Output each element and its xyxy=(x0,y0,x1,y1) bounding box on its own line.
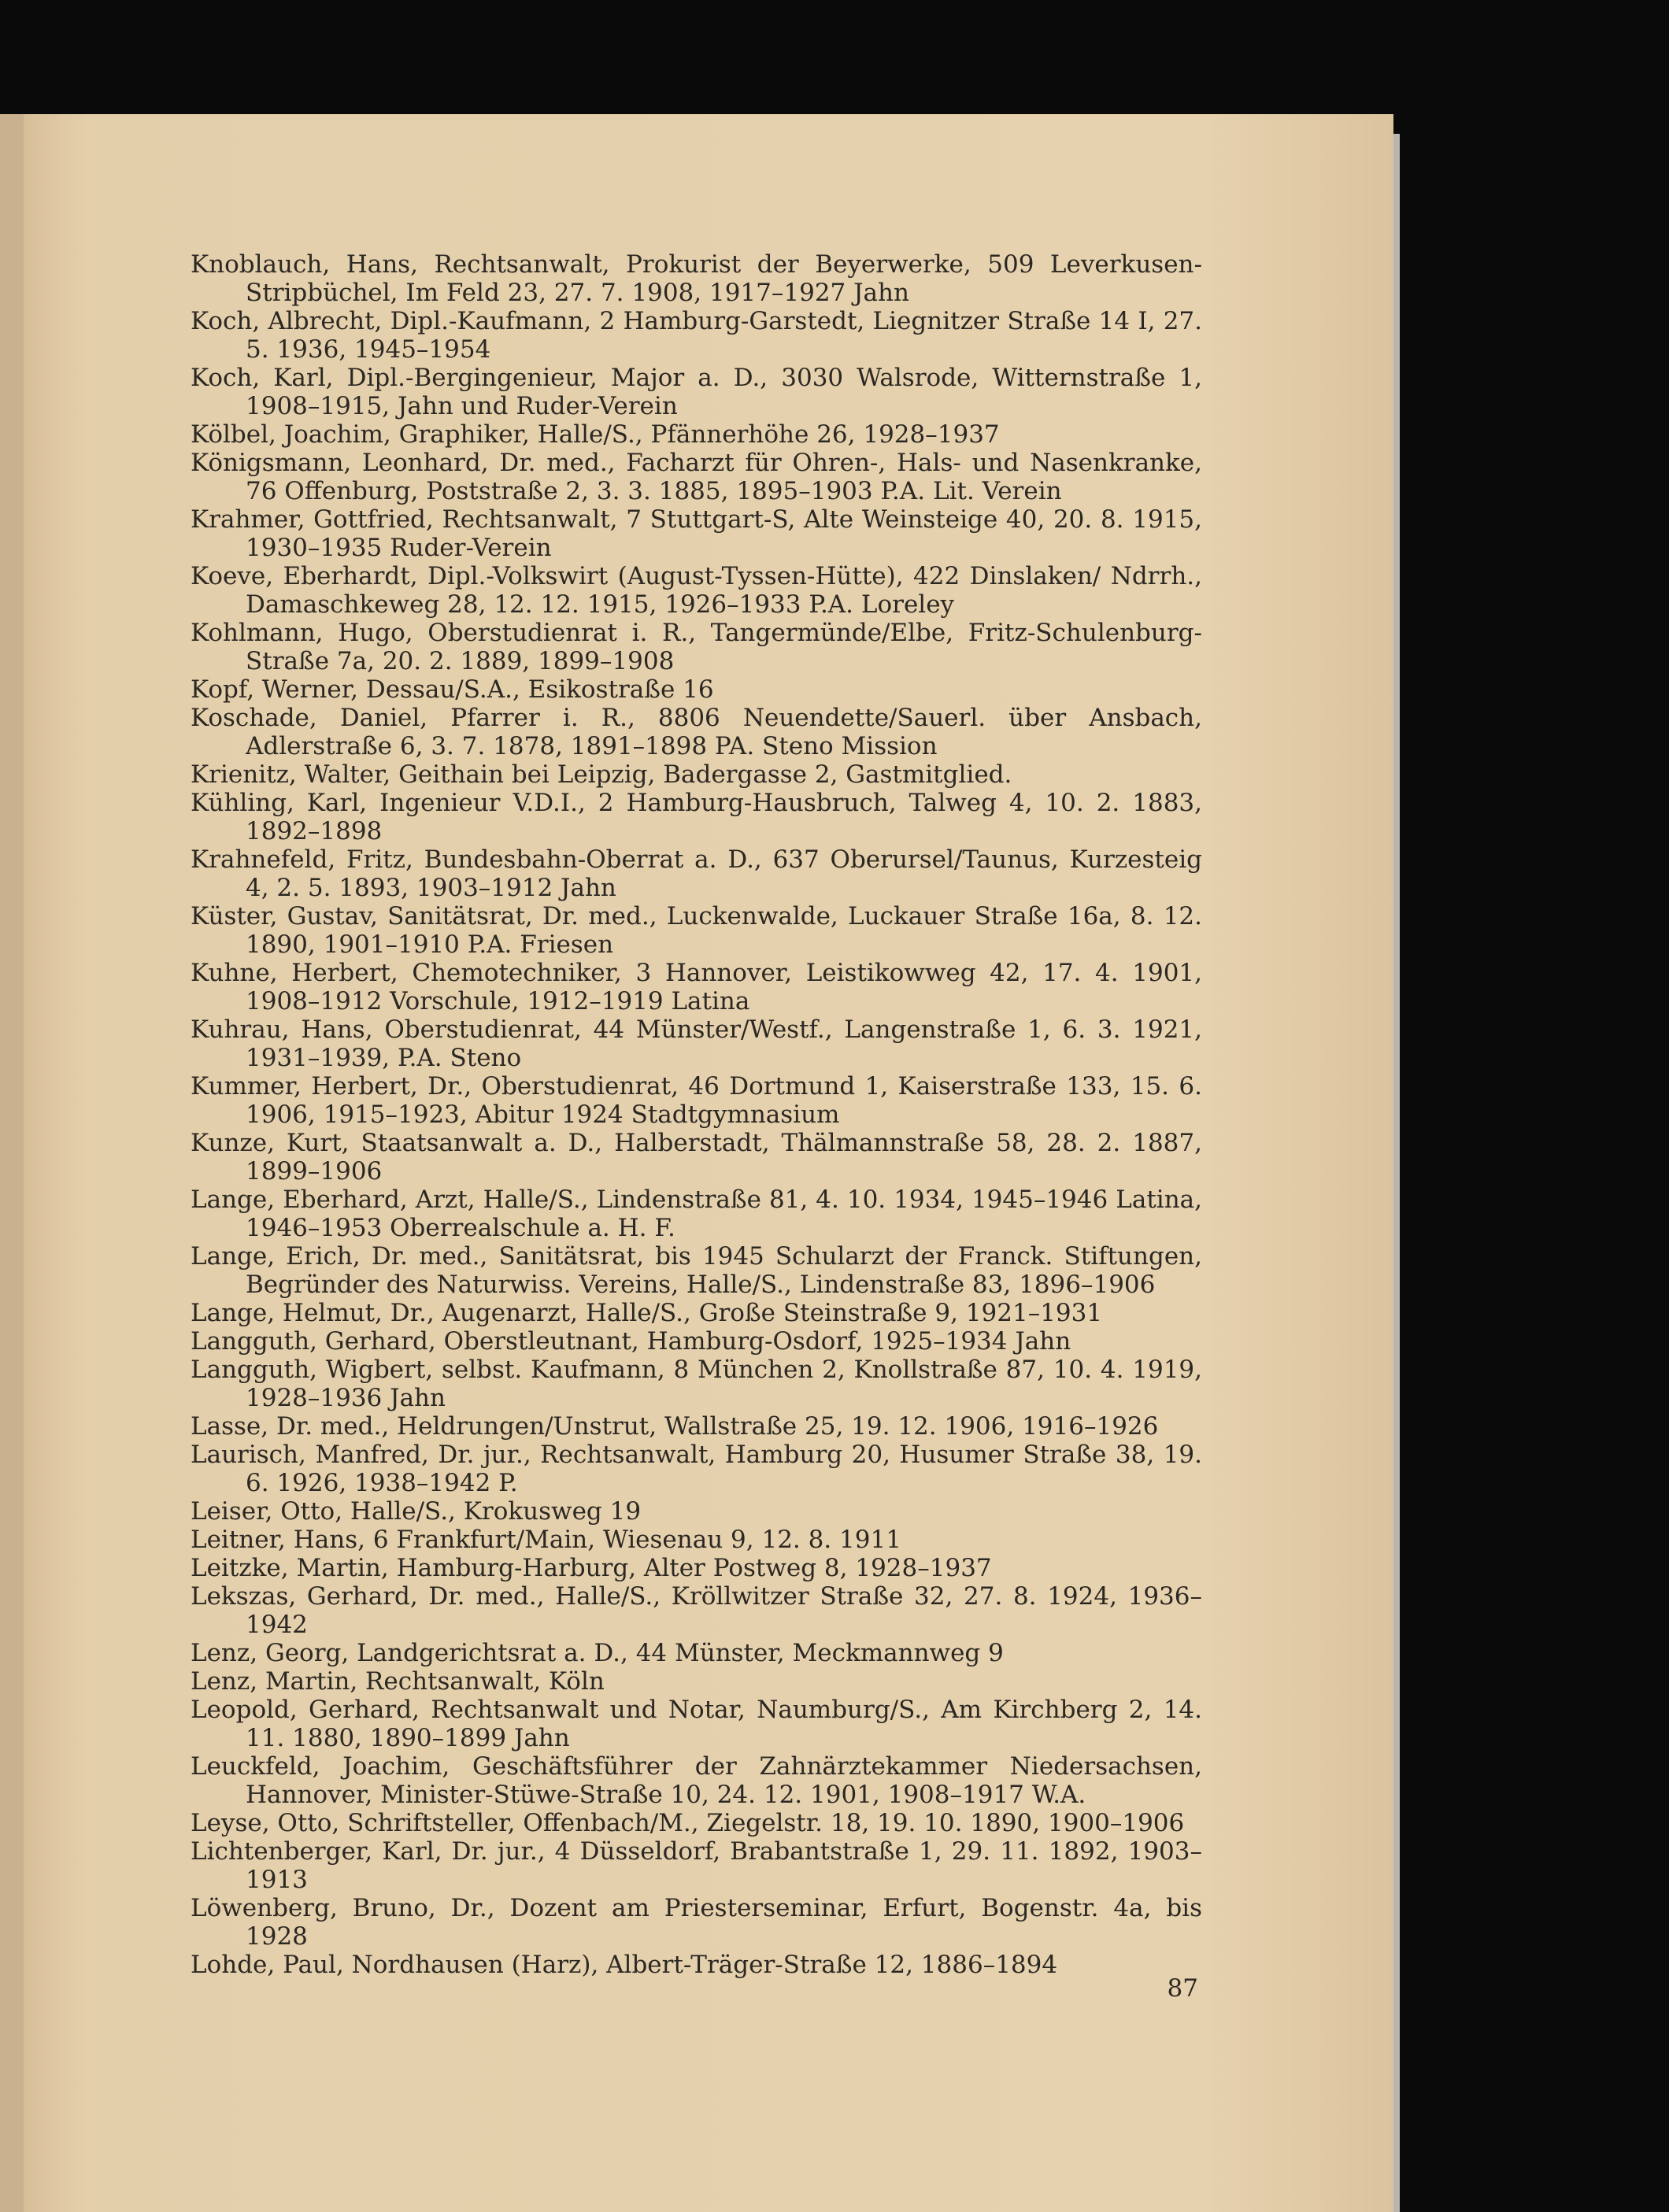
directory-entry: Kühling, Karl, Ingenieur V.D.I., 2 Hamburg-Hausbruch, Talweg 4, 10. 2. 1883, 1892–1898 xyxy=(191,789,1202,845)
directory-entry: Leuckfeld, Joachim, Geschäftsführer der Zahnärztekammer Niedersachsen, Hannover, Minister-Stüwe-Straße 10, 24. 12. 1901, 1908–1917 W.A. xyxy=(191,1752,1202,1809)
directory-entry: Langguth, Wigbert, selbst. Kaufmann, 8 München 2, Knollstraße 87, 10. 4. 1919, 1928–1936 Jahn xyxy=(191,1356,1202,1412)
page-number: 87 xyxy=(1167,1974,1198,2003)
directory-entry: Koch, Karl, Dipl.-Bergingenieur, Major a. D., 3030 Walsrode, Witternstraße 1, 1908–1915, Jahn und Ruder-Verein xyxy=(191,364,1202,420)
directory-entry: Leopold, Gerhard, Rechtsanwalt und Notar, Naumburg/S., Am Kirchberg 2, 14. 11. 1880, 1890–1899 Jahn xyxy=(191,1696,1202,1752)
directory-entry: Knoblauch, Hans, Rechtsanwalt, Prokurist der Beyerwerke, 509 Leverkusen-Stripbüchel, Im Feld 23, 27. 7. 1908, 1917–1927 Jahn xyxy=(191,250,1202,307)
directory-entry: Lange, Eberhard, Arzt, Halle/S., Lindenstraße 81, 4. 10. 1934, 1945–1946 Latina, 1946–1953 Oberrealschule a. H. F. xyxy=(191,1186,1202,1242)
member-directory-list xyxy=(191,250,1202,1979)
directory-entry: Krahnefeld, Fritz, Bundesbahn-Oberrat a. D., 637 Oberursel/Taunus, Kurzesteig 4, 2. 5. 1893, 1903–1912 Jahn xyxy=(191,845,1202,902)
directory-entry: Koch, Albrecht, Dipl.-Kaufmann, 2 Hamburg-Garstedt, Liegnitzer Straße 14 I, 27. 5. 1936, 1945–1954 xyxy=(191,307,1202,364)
directory-entry: Kuhne, Herbert, Chemotechniker, 3 Hannover, Leistikowweg 42, 17. 4. 1901, 1908–1912 Vorschule, 1912–1919 Latina xyxy=(191,959,1202,1015)
directory-entry: Koeve, Eberhardt, Dipl.-Volkswirt (August-Tyssen-Hütte), 422 Dinslaken/ Ndrrh., Damaschkeweg 28, 12. 12. 1915, 1926–1933 P.A. Loreley xyxy=(191,562,1202,619)
directory-entry: Leyse, Otto, Schriftsteller, Offenbach/M., Ziegelstr. 18, 19. 10. 1890, 1900–1906 xyxy=(191,1809,1185,1837)
directory-entry: Lenz, Martin, Rechtsanwalt, Köln xyxy=(191,1667,605,1696)
directory-entry: Koschade, Daniel, Pfarrer i. R., 8806 Neuendette/Sauerl. über Ansbach, Adlerstraße 6, 3. 7. 1878, 1891–1898 PA. Steno Mission xyxy=(191,704,1202,760)
directory-entry: Kopf, Werner, Dessau/S.A., Esikostraße 16 xyxy=(191,675,714,704)
page-edge xyxy=(1393,134,1400,2212)
directory-entry: Laurisch, Manfred, Dr. jur., Rechtsanwalt, Hamburg 20, Husumer Straße 38, 19. 6. 1926, 1938–1942 P. xyxy=(191,1441,1202,1497)
directory-entry: Küster, Gustav, Sanitätsrat, Dr. med., Luckenwalde, Luckauer Straße 16a, 8. 12. 1890, 1901–1910 P.A. Friesen xyxy=(191,902,1202,959)
directory-entry: Krahmer, Gottfried, Rechtsanwalt, 7 Stuttgart-S, Alte Weinsteige 40, 20. 8. 1915, 1930–1935 Ruder-Verein xyxy=(191,505,1202,562)
directory-entry: Lenz, Georg, Landgerichtsrat a. D., 44 Münster, Meckmannweg 9 xyxy=(191,1639,1004,1667)
directory-entry: Lichtenberger, Karl, Dr. jur., 4 Düsseldorf, Brabantstraße 1, 29. 11. 1892, 1903–1913 xyxy=(191,1837,1202,1894)
directory-entry: Lasse, Dr. med., Heldrungen/Unstrut, Wallstraße 25, 19. 12. 1906, 1916–1926 xyxy=(191,1412,1159,1441)
directory-entry: Langguth, Gerhard, Oberstleutnant, Hamburg-Osdorf, 1925–1934 Jahn xyxy=(191,1327,1071,1356)
directory-entry: Leitzke, Martin, Hamburg-Harburg, Alter Postweg 8, 1928–1937 xyxy=(191,1554,992,1582)
directory-entry: Königsmann, Leonhard, Dr. med., Facharzt für Ohren-, Hals- und Nasenkranke, 76 Offenburg, Poststraße 2, 3. 3. 1885, 1895–1903 P.A. Lit. Verein xyxy=(191,449,1202,505)
directory-entry: Lekszas, Gerhard, Dr. med., Halle/S., Kröllwitzer Straße 32, 27. 8. 1924, 1936–1942 xyxy=(191,1582,1202,1639)
directory-entry: Leiser, Otto, Halle/S., Krokusweg 19 xyxy=(191,1497,642,1526)
directory-entry: Lohde, Paul, Nordhausen (Harz), Albert-Träger-Straße 12, 1886–1894 xyxy=(191,1951,1058,1979)
directory-entry: Kummer, Herbert, Dr., Oberstudienrat, 46 Dortmund 1, Kaiserstraße 133, 15. 6. 1906, 1915–1923, Abitur 1924 Stadtgymnasium xyxy=(191,1072,1202,1129)
directory-entry: Lange, Erich, Dr. med., Sanitätsrat, bis 1945 Schularzt der Franck. Stiftungen, Begründer des Naturwiss. Vereins, Halle/S., Lindenstraße 83, 1896–1906 xyxy=(191,1242,1202,1299)
book-spine-left-page-edge xyxy=(0,114,24,2212)
directory-entry: Kohlmann, Hugo, Oberstudienrat i. R., Tangermünde/Elbe, Fritz-Schulenburg-Straße 7a, 20. 2. 1889, 1899–1908 xyxy=(191,619,1202,675)
directory-entry: Krienitz, Walter, Geithain bei Leipzig, Badergasse 2, Gastmitglied. xyxy=(191,760,1012,789)
directory-entry: Löwenberg, Bruno, Dr., Dozent am Priesterseminar, Erfurt, Bogenstr. 4a, bis 1928 xyxy=(191,1894,1202,1951)
directory-entry: Lange, Helmut, Dr., Augenarzt, Halle/S., Große Steinstraße 9, 1921–1931 xyxy=(191,1299,1103,1327)
directory-entry: Kölbel, Joachim, Graphiker, Halle/S., Pfännerhöhe 26, 1928–1937 xyxy=(191,420,1000,449)
directory-entry: Kunze, Kurt, Staatsanwalt a. D., Halberstadt, Thälmannstraße 58, 28. 2. 1887, 1899–1906 xyxy=(191,1129,1202,1186)
directory-entry: Kuhrau, Hans, Oberstudienrat, 44 Münster/Westf., Langenstraße 1, 6. 3. 1921, 1931–1939, P.A. Steno xyxy=(191,1015,1202,1072)
directory-entry: Leitner, Hans, 6 Frankfurt/Main, Wiesenau 9, 12. 8. 1911 xyxy=(191,1526,901,1554)
